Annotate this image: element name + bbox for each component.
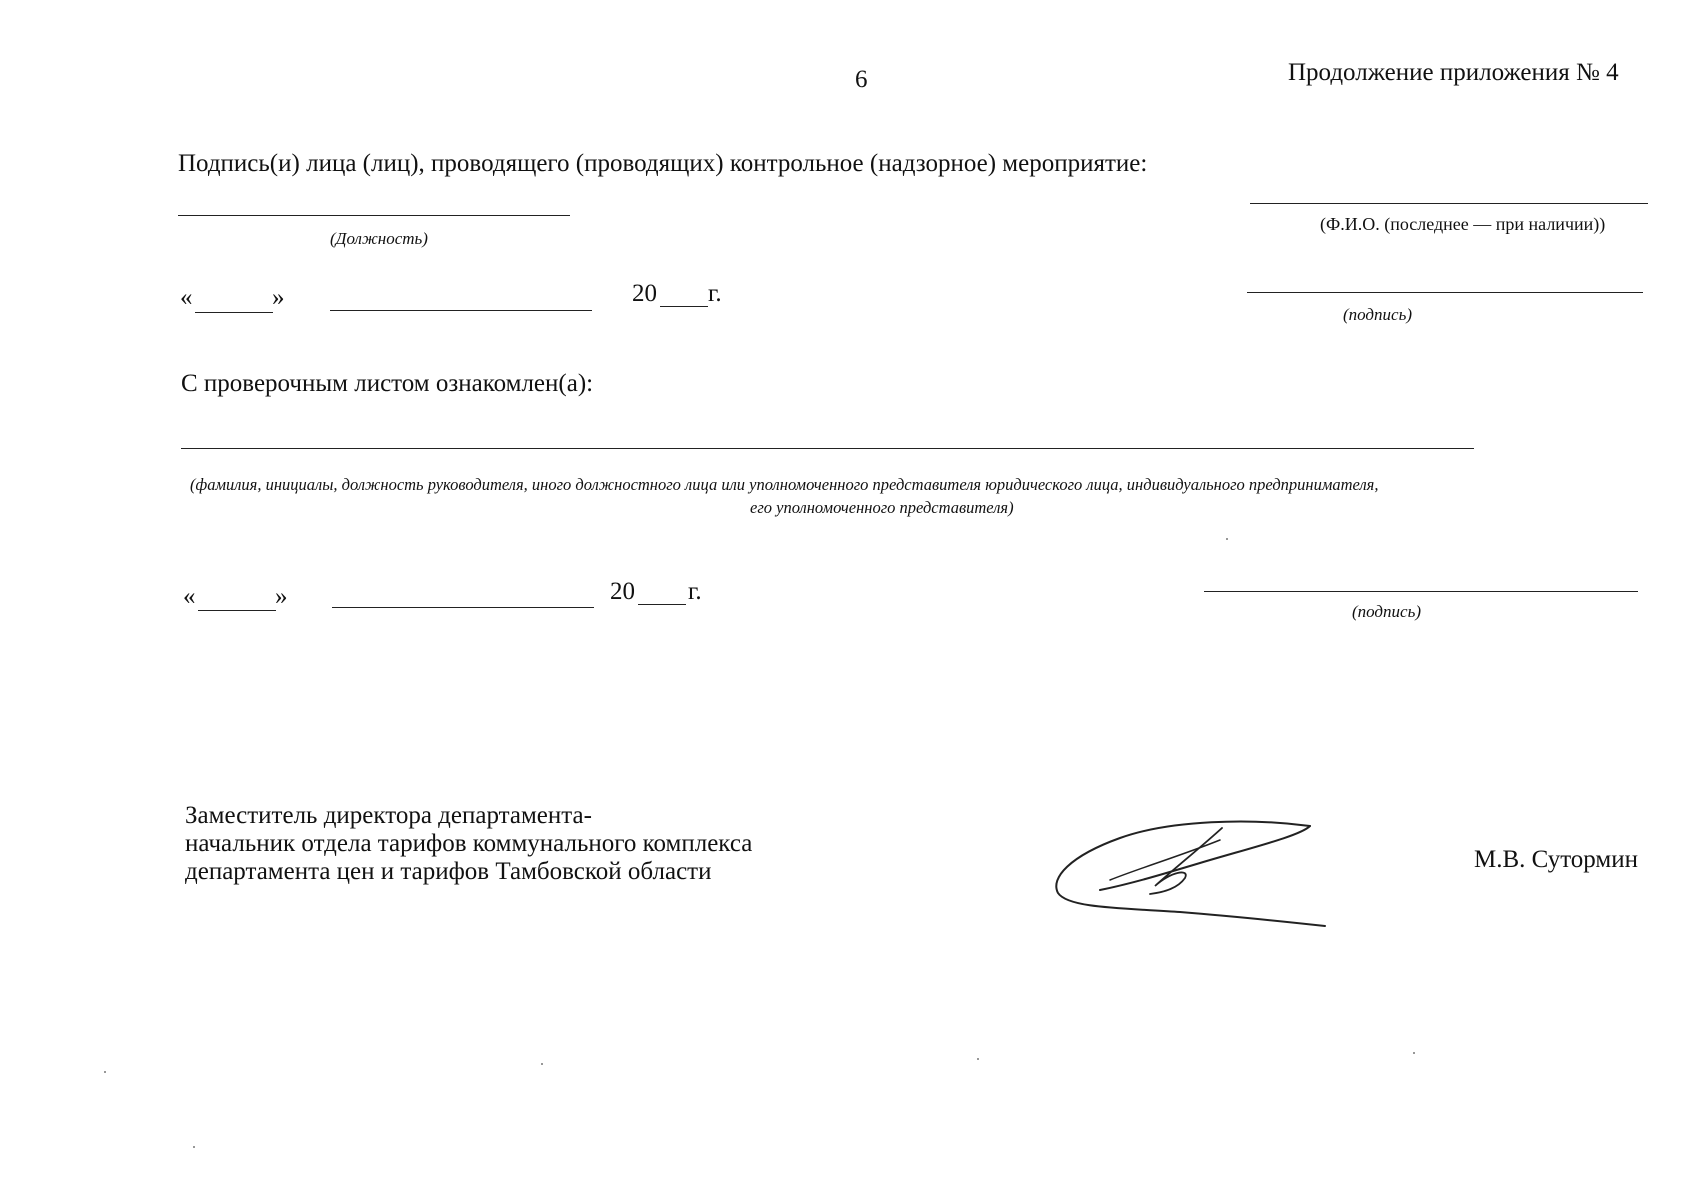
inspector-signature-line xyxy=(1247,292,1643,293)
date-day-line xyxy=(198,610,276,611)
scan-speck xyxy=(1413,1052,1415,1054)
signatory-title-line2: начальник отдела тарифов коммунального комплекса xyxy=(185,830,753,857)
scan-speck xyxy=(977,1058,979,1060)
acquainted-heading: С проверочным листом ознакомлен(а): xyxy=(181,370,594,397)
date-day-line xyxy=(195,312,273,313)
inspector-signature-caption: (подпись) xyxy=(1343,305,1412,324)
signatory-title-line3: департамента цен и тарифов Тамбовской области xyxy=(185,858,712,885)
scan-speck xyxy=(541,1063,543,1065)
date-year-prefix: 20 xyxy=(610,578,635,605)
scan-speck xyxy=(193,1146,195,1148)
date-year-suffix: г. xyxy=(688,578,702,605)
acquainted-caption-line1: (фамилия, инициалы, должность руководителя, иного должностного лица или уполномоченного представителя юридического лица, индивидуального предпринимателя, xyxy=(190,475,1379,494)
signatory-name: М.В. Сутормин xyxy=(1474,846,1639,873)
acquainted-name-line xyxy=(181,448,1474,449)
date-open-quote: « xyxy=(183,583,196,610)
date-year-suffix: г. xyxy=(708,280,722,307)
position-line xyxy=(178,215,570,216)
date-close-quote: » xyxy=(272,284,285,311)
position-caption: (Должность) xyxy=(330,229,428,248)
scan-speck xyxy=(1226,538,1228,540)
page-number: 6 xyxy=(855,66,868,93)
signatory-title-line1: Заместитель директора департамента- xyxy=(185,802,592,829)
date-month-line xyxy=(332,607,594,608)
date-close-quote: » xyxy=(275,583,288,610)
date-open-quote: « xyxy=(180,284,193,311)
fio-line xyxy=(1250,203,1648,204)
inspector-heading: Подпись(и) лица (лиц), проводящего (проводящих) контрольное (надзорное) мероприятие: xyxy=(178,150,1148,177)
date-month-line xyxy=(330,310,592,311)
date-year-line xyxy=(638,604,686,605)
acquainted-signature-line xyxy=(1204,591,1638,592)
acquainted-caption-line2: его уполномоченного представителя) xyxy=(750,498,1014,517)
date-year-prefix: 20 xyxy=(632,280,657,307)
acquainted-signature-caption: (подпись) xyxy=(1352,602,1421,621)
handwritten-signature xyxy=(1050,808,1350,928)
appendix-label: Продолжение приложения № 4 xyxy=(1288,59,1619,86)
fio-caption: (Ф.И.О. (последнее — при наличии)) xyxy=(1320,214,1606,234)
date-year-line xyxy=(660,306,708,307)
scan-speck xyxy=(104,1071,106,1073)
